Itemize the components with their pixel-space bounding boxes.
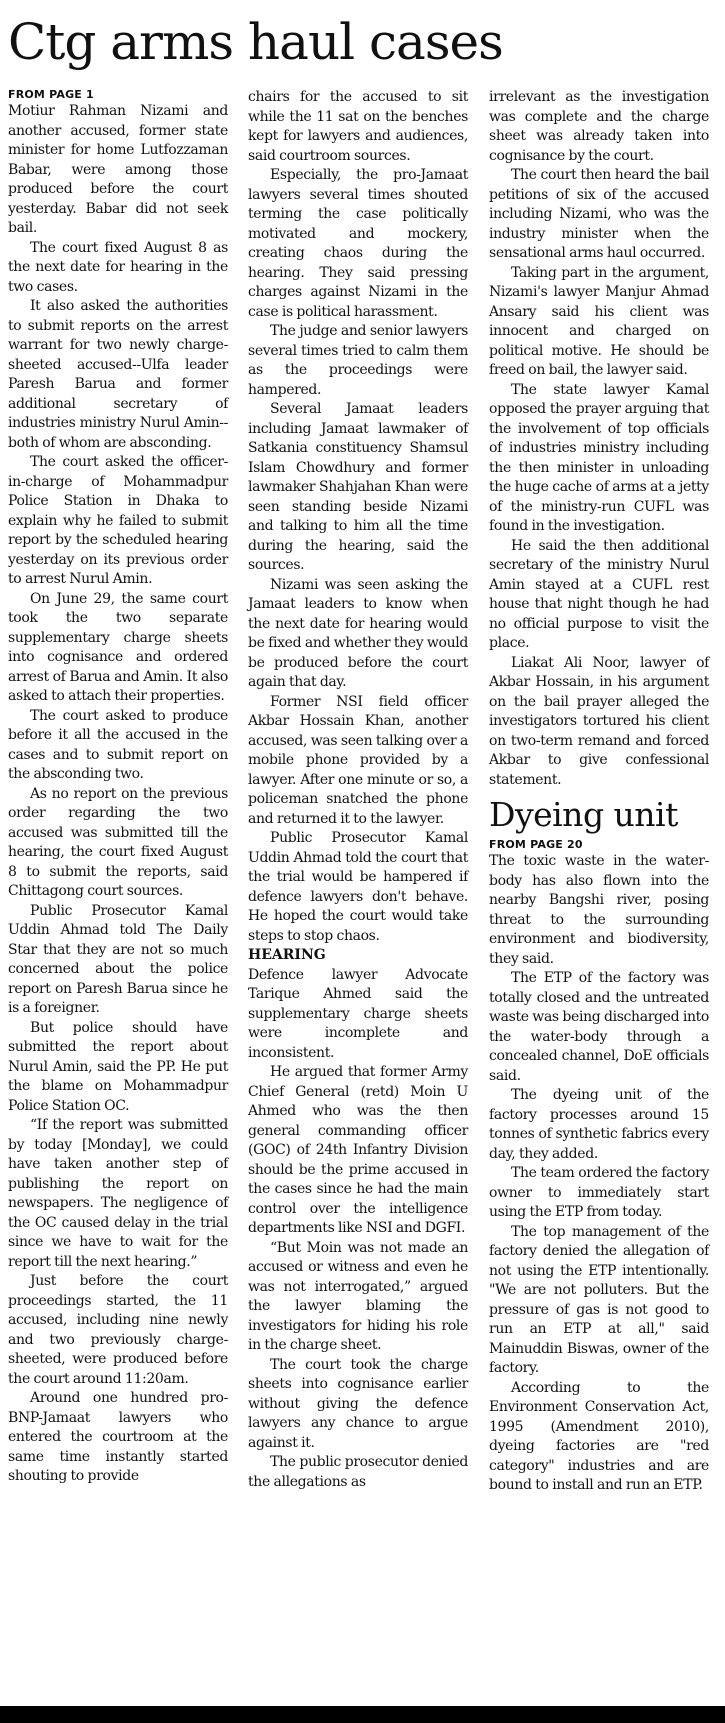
paragraph: The court asked to produce before it all the accused in the cases and to submit report on the absconding two. xyxy=(8,707,228,782)
section-subhead: HEARING xyxy=(248,947,326,963)
bottom-black-bar xyxy=(0,1706,725,1723)
paragraph: The top management of the factory denied the allegation of not using the ETP intentionally. "We are not polluters. But the pressure of gas is not good to run an ETP at all," said Mainuddin Biswas, owner of the factory. xyxy=(489,1223,709,1376)
paragraph: On June 29, the same court took the two separate supplementary charge sheets into cognisance and ordered arrest of Barua and Amin. It also asked to attach their properties. xyxy=(8,590,228,704)
paragraph: Around one hundred pro-BNP-Jamaat lawyers who entered the courtroom at the same time instantly started shouting to provide xyxy=(8,1390,228,1484)
paragraph: Especially, the pro-Jamaat lawyers several times shouted terming the case politically motivated and mockery, creating chaos during the hearing. They said pressing charges against Nizami in the case is political harassment. xyxy=(248,167,468,320)
paragraph: Nizami was seen asking the Jamaat leaders to know when the next date for hearing would be fixed and whether they would be produced before the court again that day. xyxy=(248,576,468,690)
paragraph: The court then heard the bail petitions of six of the accused including Nizami, who was the industry minister when the sensational arms haul occurred. xyxy=(489,167,709,261)
paragraph: The court fixed August 8 as the next date for hearing in the two cases. xyxy=(8,239,228,295)
paragraph: Public Prosecutor Kamal Uddin Ahmad told the court that the trial would be hampered if defence lawyers don't behave. He hoped the court would take steps to stop chaos. xyxy=(248,830,468,944)
second-story-headline: Dyeing unit xyxy=(489,795,678,834)
paragraph: The state lawyer Kamal opposed the prayer arguing that the involvement of top officials of industries ministry including the then minister in unloading the huge cache of arms at a jetty of the ministry-run CUFL was found in the investigation. xyxy=(489,381,709,534)
paragraph: It also asked the authorities to submit reports on the arrest warrant for two newly charge-sheeted accused--Ulfa leader Paresh Barua and former additional secretary of industries ministry Nurul Amin--both of whom are absconding. xyxy=(8,298,228,451)
paragraph: The ETP of the factory was totally closed and the untreated waste was being discharged into the water-body through a concealed channel, DoE officials said. xyxy=(489,970,709,1084)
paragraph: Several Jamaat leaders including Jamaat lawmaker of Satkania constituency Shamsul Islam Chowdhury and former lawmaker Shahjahan Khan were seen standing beside Nizami and talking to him all the time during the hearing, said the sources. xyxy=(248,401,468,573)
page-headline: Ctg arms haul cases xyxy=(8,13,503,71)
paragraph: The court took the charge sheets into cognisance earlier without giving the defence lawyers any chance to argue against it. xyxy=(248,1356,468,1451)
story-column-3 xyxy=(489,88,709,1496)
paragraph: irrelevant as the investigation was complete and the charge sheet was already taken into cognisance by the court. xyxy=(489,89,709,164)
paragraph: He argued that former Army Chief General (retd) Moin U Ahmed who was the then general commanding officer (GOC) of 24th Infantry Division should be the prime accused in the cases since he had the main control over the intelligence departments like NSI and DGFI. xyxy=(248,1064,468,1236)
paragraph: The court asked the officer-in-charge of Mohammadpur Police Station in Dhaka to explain why he failed to submit report by the scheduled hearing yesterday on its previous order to arrest Nurul Amin. xyxy=(8,454,228,587)
paragraph: But police should have submitted the report about Nurul Amin, said the PP. He put the blame on Mohammadpur Police Station OC. xyxy=(8,1019,228,1114)
paragraph: As no report on the previous order regarding the two accused was submitted till the hearing, the court fixed August 8 to submit the reports, said Chittagong court sources. xyxy=(8,785,228,899)
paragraph: According to the Environment Conservation Act, 1995 (Amendment 2010), dyeing factories are "red category" industries and are bound to install and run an ETP. xyxy=(489,1379,709,1493)
paragraph: “If the report was submitted by today [Monday], we could have taken another step of publishing the report on newspapers. The negligence of the OC caused delay in the trial since we have to wait for the report till the next hearing.” xyxy=(8,1117,228,1270)
paragraph: He said the then additional secretary of the ministry Nurul Amin stayed at a CUFL rest house that night though he had no official purpose to visit the place. xyxy=(489,537,709,651)
paragraph: The public prosecutor denied the allegations as xyxy=(248,1454,468,1490)
paragraph: Taking part in the argument, Nizami's lawyer Manjur Ahmad Ansary said his client was innocent and charged on political motive. He should be freed on bail, the lawyer said. xyxy=(489,264,709,378)
second-story-kicker: FROM PAGE 20 xyxy=(489,838,583,851)
story-column-2 xyxy=(248,88,468,1492)
paragraph: The toxic waste in the water-body has also flown into the nearby Bangshi river, posing threat to the surrounding environment and biodiversity, they said. xyxy=(489,853,709,967)
paragraph: Defence lawyer Advocate Tarique Ahmed said the supplementary charge sheets were incomplete and inconsistent. xyxy=(248,966,468,1061)
paragraph: Liakat Ali Noor, lawyer of Akbar Hossain, in his argument on the bail prayer alleged the investigators tortured his client on two-term remand and forced Akbar to give confessional statement. xyxy=(489,654,709,788)
story-column-1 xyxy=(8,88,228,1487)
paragraph: Motiur Rahman Nizami and another accused, former state minister for home Lutfozzaman Babar, were among those produced before the court yesterday. Babar did not seek bail. xyxy=(8,103,228,236)
story-kicker: FROM PAGE 1 xyxy=(8,88,94,101)
paragraph: Just before the court proceedings started, the 11 accused, including nine newly and two previously charge-sheeted, were produced before the court around 11:20am. xyxy=(8,1273,228,1387)
paragraph: The judge and senior lawyers several times tried to calm them as the proceedings were hampered. xyxy=(248,323,468,398)
paragraph: “But Moin was not made an accused or witness and even he was not interrogated,” argued the lawyer blaming the investigators for hiding his role in the charge sheet. xyxy=(248,1239,468,1353)
paragraph: Public Prosecutor Kamal Uddin Ahmad told The Daily Star that they are not so much concerned about the police report on Paresh Barua since he is a foreigner. xyxy=(8,902,228,1016)
paragraph: The team ordered the factory owner to immediately start using the ETP from today. xyxy=(489,1165,709,1220)
paragraph: chairs for the accused to sit while the 11 sat on the benches kept for lawyers and audiences, said courtroom sources. xyxy=(248,89,468,164)
paragraph: Former NSI field officer Akbar Hossain Khan, another accused, was seen talking over a mobile phone provided by a lawyer. After one minute or so, a policeman snatched the phone and returned it to the lawyer. xyxy=(248,693,468,827)
paragraph: The dyeing unit of the factory processes around 15 tonnes of synthetic fabrics every day, they added. xyxy=(489,1087,709,1162)
